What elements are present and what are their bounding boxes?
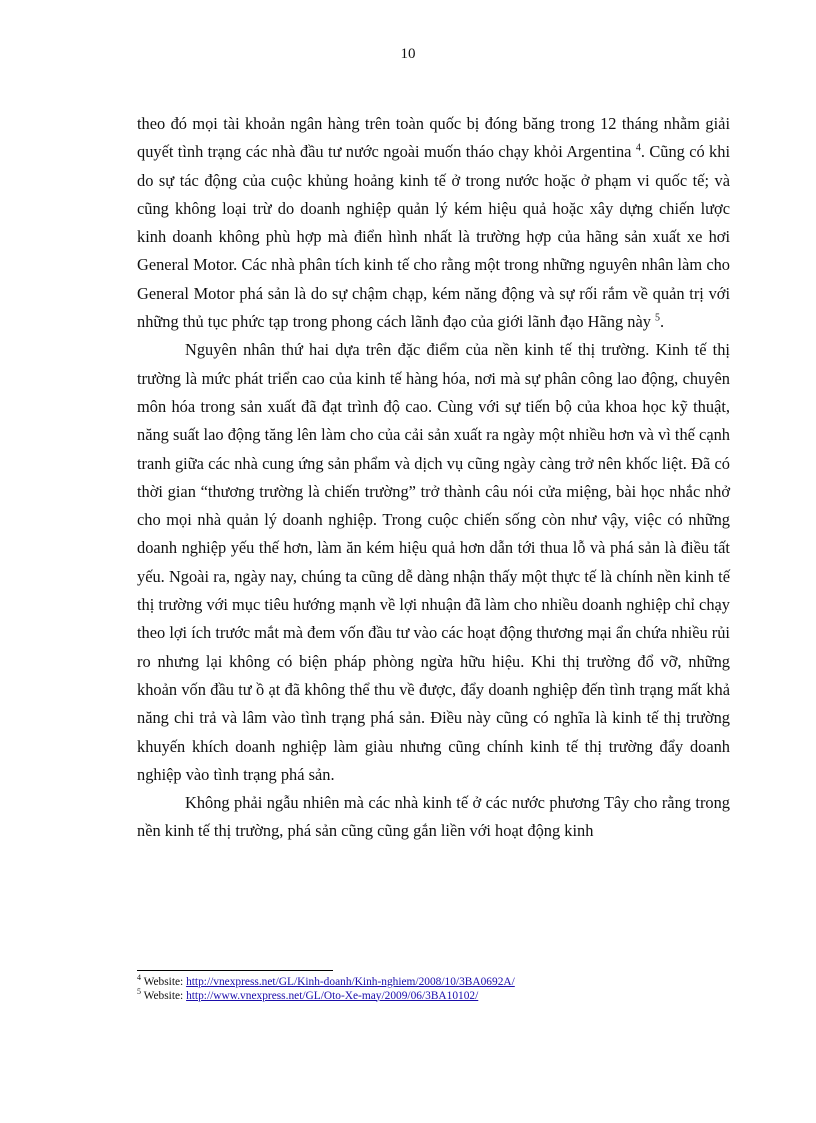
footnote-link[interactable]: http://www.vnexpress.net/GL/Oto-Xe-may/2009/06/3BA10102/ xyxy=(186,989,479,1002)
paragraph-1-continuation: . Cũng có khi do sự tác động của cuộc khủng hoảng kinh tế ở trong nước hoặc ở phạm vi quốc tế; và cũng không loại trừ do doanh nghiệp quản lý kém hiệu quả hoặc xây dựng chiến lược kinh doanh không phù hợp mà điển hình nhất là trường hợp của hãng sản xuất xe hơi General Motor. Các nhà phân tích kinh tế cho rằng một trong những nguyên nhân làm cho General Motor phá sản là do sự chậm chạp, kém năng động và sự rối rắm về quản trị với những thủ tục phức tạp trong phong cách lãnh đạo của giới lãnh đạo Hãng này xyxy=(137,142,730,332)
footnote-number: 4 xyxy=(137,973,141,983)
footnote-label: Website: xyxy=(141,989,187,1002)
paragraph-2: Nguyên nhân thứ hai dựa trên đặc điểm của nền kinh tế thị trường. Kinh tế thị trường là mức phát triển cao của kinh tế hàng hóa, nơi mà sự phân công lao động, chuyên môn hóa trong sản xuất đã đạt trình độ cao. Cùng với sự tiến bộ của khoa học kỹ thuật, năng suất lao động tăng lên làm cho của cải sản xuất ra ngày một nhiều hơn và vì thế cạnh tranh giữa các nhà cung ứng sản phẩm và dịch vụ cũng ngày càng trở nên khốc liệt. Đã có thời gian “thương trường là chiến trường” trở thành câu nói cửa miệng, bài học nhắc nhở cho mọi nhà quản lý doanh nghiệp. Trong cuộc chiến sống còn như vậy, việc có những doanh nghiệp yếu thế hơn, làm ăn kém hiệu quả hơn dẫn tới thua lỗ và phá sản là điều tất yếu. Ngoài ra, ngày nay, chúng ta cũng dễ dàng nhận thấy một thực tế là chính nền kinh tế thị trường với mục tiêu hướng mạnh về lợi nhuận đã làm cho nhiều doanh nghiệp chỉ chạy theo lợi ích trước mắt mà đem vốn đầu tư vào các hoạt động thương mại ẩn chứa nhiều rủi ro nhưng lại không có biện pháp phòng ngừa hữu hiệu. Khi thị trường đổ vỡ, những khoản vốn đầu tư ồ ạt đã không thể thu về được, đẩy doanh nghiệp đến tình trạng mất khả năng chi trả và lâm vào tình trạng phá sản. Điều này cũng có nghĩa là kinh tế thị trường khuyến khích doanh nghiệp làm giàu nhưng cũng chính kinh tế thị trường đẩy doanh nghiệp vào tình trạng phá sản. xyxy=(137,340,730,784)
page-number: 10 xyxy=(400,46,416,62)
paragraph-1-text: theo đó mọi tài khoản ngân hàng trên toàn quốc bị đóng băng trong 12 tháng nhằm giải quyết tình trạng các nhà đầu tư nước ngoài muốn tháo chạy khỏi Argentina xyxy=(137,114,730,162)
paragraph-3: Không phải ngẫu nhiên mà các nhà kinh tế ở các nước phương Tây cho rằng trong nền kinh tế thị trường, phá sản cũng cũng gắn liền với hoạt động kinh xyxy=(137,793,730,841)
footnote-4 xyxy=(137,973,730,990)
footnotes xyxy=(137,973,730,1003)
footnote-ref-5[interactable]: 5 xyxy=(655,312,661,324)
paragraph-1-end: . xyxy=(660,312,665,332)
footnote-5 xyxy=(137,986,730,1004)
footnote-number: 5 xyxy=(137,986,141,996)
body-text xyxy=(137,110,730,846)
footnote-label: Website: xyxy=(141,976,187,988)
footnote-ref-4[interactable]: 4 xyxy=(635,142,641,154)
footnote-divider xyxy=(137,970,333,971)
footnote-link[interactable]: http://vnexpress.net/GL/Kinh-doanh/Kinh-nghiem/2008/10/3BA0692A/ xyxy=(186,976,515,988)
paragraph-1 xyxy=(137,110,730,336)
